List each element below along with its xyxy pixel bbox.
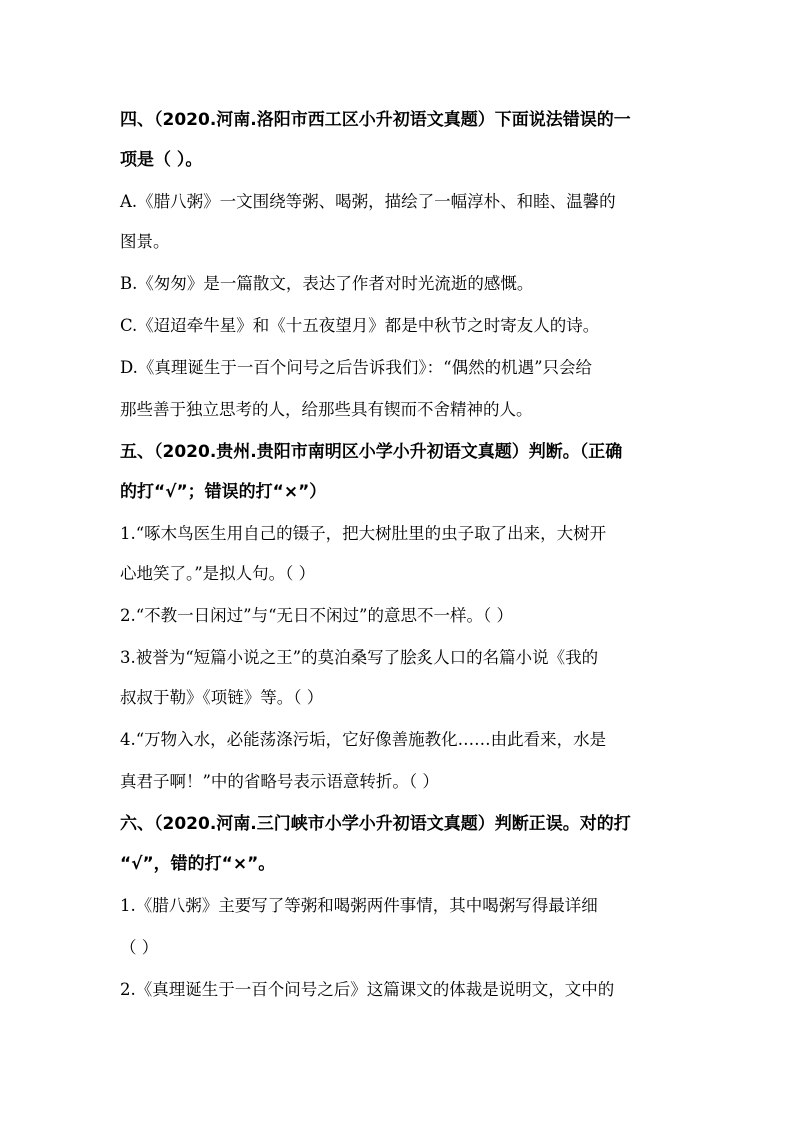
section-6-line-2: （ ） [120, 938, 159, 957]
section-4-line-4: C.《迢迢牵牛星》和《十五夜望月》都是中秋节之时寄友人的诗。 [120, 316, 600, 335]
section-6-heading-line-2: “√”，错的打“×”。 [120, 854, 276, 874]
section-6-line-1: 1.《腊八粥》主要写了等粥和喝粥两件事情，其中喝粥写得最详细 [120, 896, 598, 915]
section-5-line-4: 3.被誉为“短篇小说之王”的莫泊桑写了脍炙人口的名篇小说《我的 [120, 648, 599, 667]
section-4-heading-line-1: 四、（2020.河南.洛阳市西工区小升初语文真题）下面说法错误的一 [120, 110, 631, 130]
section-5-line-7: 真君子啊！”中的省略号表示语意转折。（ ） [120, 772, 439, 791]
section-4-line-5: D.《真理诞生于一百个问号之后告诉我们》：“偶然的机遇”只会给 [120, 358, 593, 377]
section-4-line-6: 那些善于独立思考的人，给那些具有锲而不舍精神的人。 [120, 400, 533, 419]
section-5-line-6: 4.“万物入水，必能荡涤污垢，它好像善施教化……由此看来，水是 [120, 730, 607, 749]
section-6-heading-line-1: 六、（2020.河南.三门峡市小学小升初语文真题）判断正误。对的打 [120, 814, 631, 834]
section-5-heading-line-2: 的打“√”；错误的打“×”） [120, 482, 327, 502]
section-6-line-3: 2.《真理诞生于一百个问号之后》这篇课文的体裁是说明文，文中的 [120, 980, 615, 999]
section-4-line-2: 图景。 [120, 232, 170, 251]
section-4-line-3: B.《匆匆》是一篇散文，表达了作者对时光流逝的感慨。 [120, 274, 534, 293]
section-5-line-1: 1.“啄木鸟医生用自己的镊子，把大树肚里的虫子取了出来，大树开 [120, 524, 607, 543]
section-5-line-2: 心地笑了。”是拟人句。（ ） [120, 564, 316, 583]
section-4-line-1: A.《腊八粥》一文围绕等粥、喝粥，描绘了一幅淳朴、和睦、温馨的 [120, 192, 616, 211]
section-5-line-3: 2.“不教一日闲过”与“无日不闲过”的意思不一样。（ ） [120, 606, 513, 625]
section-4-heading-line-2: 项是（ ）。 [120, 150, 203, 170]
section-5-heading-line-1: 五、（2020.贵州.贵阳市南明区小学小升初语文真题）判断。（正确 [120, 442, 623, 462]
section-5-line-5: 叔叔于勒》《项链》等。（ ） [120, 688, 324, 707]
